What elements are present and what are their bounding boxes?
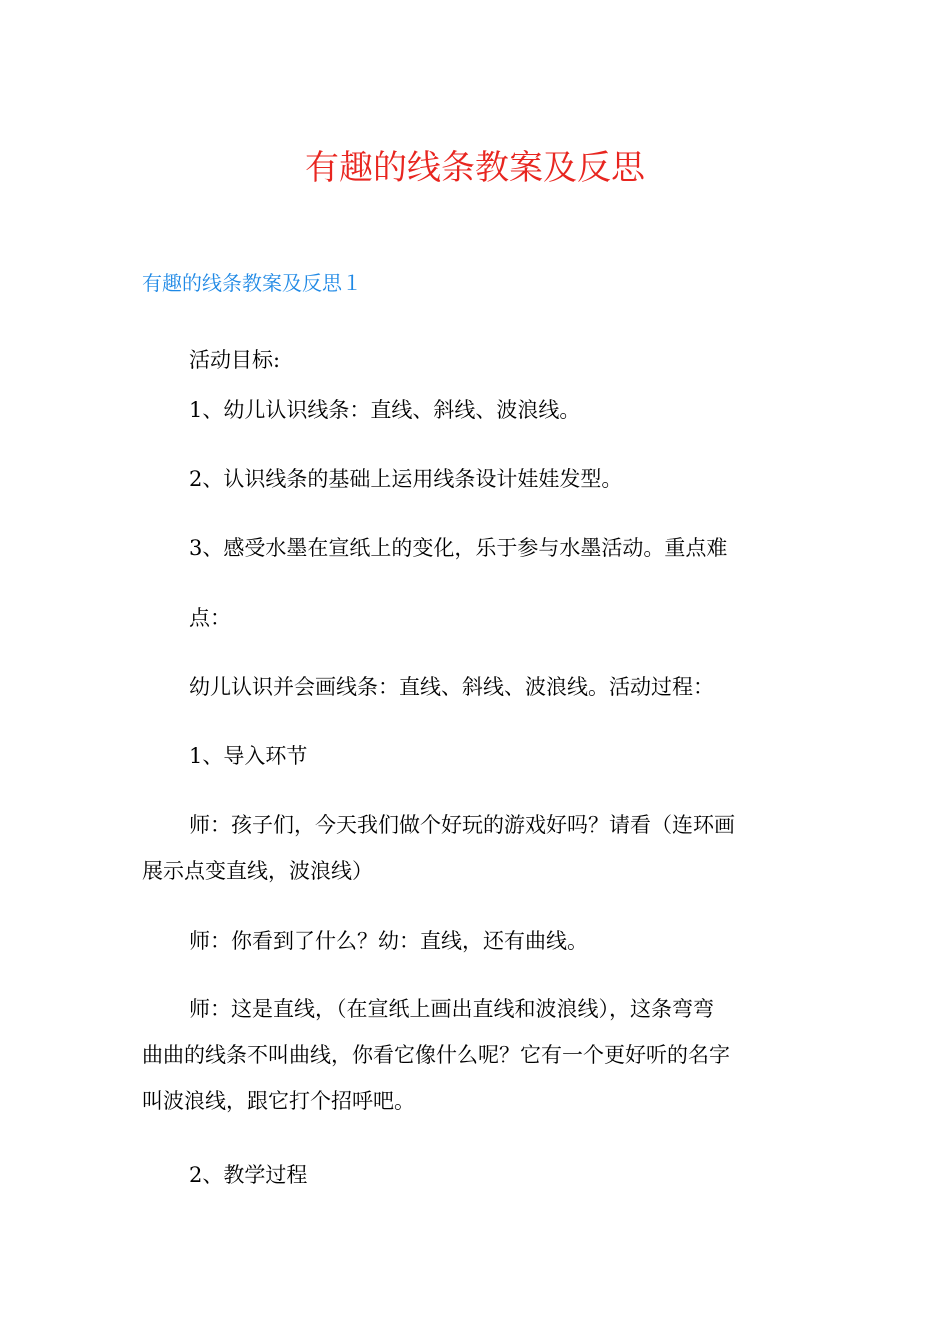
paragraph-line: 1、导入环节 (189, 744, 308, 768)
paragraph-goal-2 (142, 456, 855, 502)
document-title: 有趣的线条教案及反思 (305, 148, 645, 188)
paragraph-key-points (142, 595, 855, 641)
paragraph-teacher-3 (142, 986, 808, 1124)
paragraph-teaching-step (142, 1152, 855, 1198)
paragraph-teacher-1 (142, 802, 808, 894)
paragraph-activity-goals (142, 337, 855, 383)
paragraph-line: 1、幼儿认识线条：直线、斜线、波浪线。 (189, 398, 581, 422)
paragraph-line: 曲曲的线条不叫曲线，你看它像什么呢？它有一个更好听的名字 (142, 1043, 730, 1067)
paragraph-goal-1 (142, 387, 855, 433)
paragraph-line: 叫波浪线，跟它打个招呼吧。 (142, 1089, 415, 1113)
paragraph-goal-3 (142, 525, 855, 571)
paragraph-key-content (142, 664, 855, 710)
paragraph-line: 幼儿认识并会画线条：直线、斜线、波浪线。活动过程： (189, 675, 714, 699)
paragraph-line: 3、感受水墨在宣纸上的变化，乐于参与水墨活动。重点难 (189, 536, 728, 560)
paragraph-line: 展示点变直线，波浪线） (142, 859, 373, 883)
paragraph-line: 师：孩子们，今天我们做个好玩的游戏好吗？请看（连环画 (189, 813, 735, 837)
paragraph-line: 2、认识线条的基础上运用线条设计娃娃发型。 (189, 467, 623, 491)
paragraph-line: 活动目标: (189, 348, 281, 372)
paragraph-teacher-2 (142, 918, 855, 964)
paragraph-line: 师：这是直线，（在宣纸上画出直线和波浪线），这条弯弯 (189, 997, 714, 1021)
paragraph-intro-step (142, 733, 855, 779)
paragraph-line: 师：你看到了什么？幼：直线，还有曲线。 (189, 929, 588, 953)
section-heading: 有趣的线条教案及反思１ (142, 271, 362, 295)
paragraph-line: 2、教学过程 (189, 1163, 308, 1187)
paragraph-line: 点： (189, 606, 231, 630)
